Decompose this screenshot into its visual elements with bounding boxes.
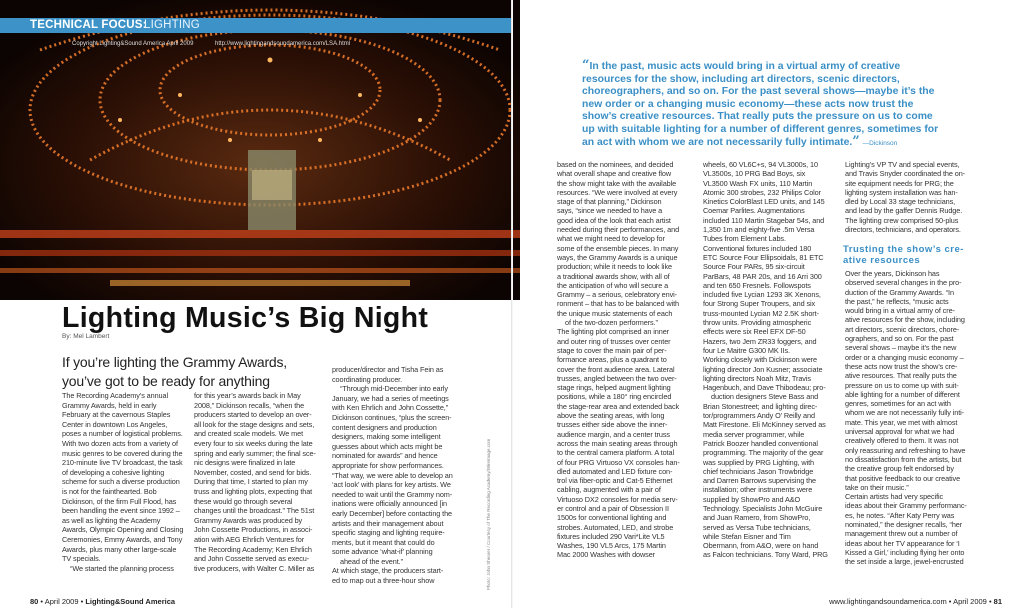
body-text-line: ments, but it meant that could do	[332, 537, 435, 547]
body-text-line: ways, the Grammy Awards is a unique	[557, 252, 678, 262]
body-text-line: the stage-rear area and extended back	[557, 401, 680, 411]
pull-quote-line: choreographers, and so on. For the past several shows—maybe it’s the	[582, 86, 935, 97]
body-text-line: Working closely with Dickinson were	[703, 355, 817, 365]
body-text-line: the creative group felt endorsed by	[845, 464, 954, 474]
body-text-line: The lighting plot comprised an inner	[557, 327, 669, 337]
body-text-line: stage rings, helped augment lighting	[557, 383, 671, 393]
body-text-line: several shows – maybe it’s the new	[845, 343, 957, 353]
body-text-line: ographers, and so on. For the past	[845, 334, 954, 344]
body-text-line: the show might take with the available	[557, 178, 677, 188]
body-text-line: music genres to be covered during the	[62, 448, 183, 458]
body-text-line: and lead by the gaffer Dennis Rudge.	[845, 206, 963, 216]
body-text-line: Obermann, from A&O, were on hand	[703, 541, 819, 551]
body-text-line: production; while it needs to look like	[557, 262, 672, 272]
article-title: Lighting Music’s Big Night	[62, 302, 429, 334]
body-text-line: Over the years, Dickinson has	[845, 269, 940, 278]
body-column-5	[703, 160, 828, 560]
body-text-line: 2008,” Dickinson recalls, “when the	[194, 400, 305, 410]
body-text-line: four Le Maitre G300 MK IIs.	[703, 345, 790, 355]
body-text-line: specific staging and lighting require-	[332, 528, 445, 538]
pull-quote-attribution: —Dickinson	[862, 140, 898, 147]
body-text-line: February at the cavernous Staples	[62, 410, 171, 420]
byline: By: Mel Lambert	[62, 333, 110, 340]
body-text-line: Technology. Specialists John McGuire	[703, 503, 823, 513]
body-text-line: four Strong Super Troupers, and six	[703, 299, 816, 309]
section-banner	[0, 18, 512, 33]
footer-left: 80 • April 2009 • Lighting&Sound America	[30, 597, 176, 606]
body-text-line: able lighting for a number of different	[845, 389, 960, 399]
body-text-line: At which stage, the producers start-	[332, 566, 444, 576]
body-text-line: ative resources for the show, including	[845, 315, 965, 325]
body-text-line: some of the ensemble pieces. In many	[557, 243, 679, 253]
body-text-line: good idea of the look that each artist	[557, 215, 671, 225]
body-text-line: of four PRG Virtuoso VX consoles han-	[557, 457, 680, 467]
body-text-line: genres, sometimes for an act with	[845, 399, 951, 409]
pull-quote-line: “In the past, music acts would bring in a virtual army of creative	[582, 58, 901, 73]
body-text-line: inations were officially announced [in	[332, 499, 447, 509]
body-text-line: trol via fiber-optic and Cat-5 Ethernet	[557, 476, 673, 486]
body-text-line: changes until the broadcast.” The 51st	[194, 506, 315, 516]
photo-credit: Photo: John Shearer / Courtesy of The Recording Academy/WireImage.com	[486, 438, 491, 590]
body-column-6b	[845, 269, 967, 567]
body-text-line: ed to map out a three-hour show	[332, 576, 435, 586]
body-text-line: pressure on us to come up with suit-	[845, 380, 959, 390]
body-text-line: included five Lycian 1293 3K Xenons,	[703, 290, 821, 300]
body-text-line: duction of the Grammy Awards. “In	[845, 287, 954, 297]
footer-date: April 2009	[44, 597, 79, 606]
body-text-line: included 110 Martin Stagebar 54s, and	[703, 215, 825, 225]
body-text-line: cabling, augmented with a pair of	[557, 485, 661, 495]
body-text-line: VL3500s, 10 PRG Bad Boys, six	[703, 169, 806, 179]
body-text-line: The Recording Academy; Ken Ehrlich	[194, 544, 312, 554]
body-text-line: guesses about which acts might be	[332, 441, 443, 451]
body-column-3	[332, 365, 453, 586]
body-text-line: early December] before contacting the	[332, 508, 453, 518]
page-number: 81	[993, 597, 1002, 606]
body-text-line: During that time, I started to plan my	[194, 477, 308, 487]
body-text-line: ahead of the event.”	[340, 556, 403, 566]
body-text-line: says, “since we needed to have a	[557, 206, 663, 216]
body-text-line: of the two-dozen performers.”	[565, 318, 658, 328]
body-text-line: es, he notes. “After Katy Perry was	[845, 510, 955, 520]
pull-quote-line: new order or a changing music economy—these acts now trust the	[582, 98, 914, 110]
body-text-line: based on the nominees, and decided	[557, 160, 674, 169]
close-quote-icon: ”	[852, 134, 860, 149]
body-text-line: above the seating areas, with long	[557, 411, 665, 421]
body-text-line: Patrick Boozer handled conventional	[703, 438, 818, 448]
body-text-line: ative resources. That really puts the	[845, 371, 957, 381]
footer-date: April 2009	[953, 597, 987, 606]
body-text-line: the set inside a large, jewel-encrusted	[845, 557, 964, 567]
body-text-line: stage to cover the main pair of per-	[557, 345, 667, 355]
body-text-line: take on their music.”	[845, 482, 909, 492]
body-text-line: November, costed, and send for bids.	[194, 467, 312, 477]
body-text-line: and Juan Ramero, from ShowPro,	[703, 513, 811, 523]
body-text-line: across the main seating areas through	[557, 438, 678, 448]
body-text-line: throw units. Providing atmospheric	[703, 318, 812, 328]
body-text-line: ParBars, 48 PAR 20s, and 16 Arri 300	[703, 271, 822, 281]
body-text-line: what we might need to develop for	[557, 234, 665, 244]
pull-quote-line: up with suitable lighting for a number of different genres, sometimes for	[582, 123, 939, 135]
body-text-line: order or a changing music economy –	[845, 352, 964, 362]
body-text-line: Grammy – a serious, celebratory envi-	[557, 290, 677, 300]
body-text-line: Lighting’s VP TV and special events,	[845, 160, 960, 169]
body-text-line: Hazers, two Jem ZR33 foggers, and	[703, 336, 817, 346]
body-text-line: strobes. Automated, LED, and strobe	[557, 522, 674, 532]
body-text-line: Center in downtown Los Angeles,	[62, 419, 168, 429]
body-text-line: installation; other instruments were	[703, 485, 813, 495]
pull-quote-line: an act with whom we are not necessarily fully intimate.” —Dickinson	[582, 134, 898, 149]
body-text-line: Kinetics ColorBlast LED units, and 145	[703, 197, 825, 207]
body-text-line: positions, while a 180° ring encircled	[557, 392, 672, 402]
body-text-line: With two dozen acts from a variety of	[62, 438, 178, 448]
body-text-line: Brian Stonestreet; and lighting direc-	[703, 401, 818, 411]
body-text-line: Virtuoso DX2 consoles for media serv-	[557, 494, 678, 504]
body-text-line: ‘act look’ with plans for key artists. We	[332, 480, 451, 490]
body-text-line: scheme for such a diverse production	[62, 477, 180, 487]
body-text-line: producer/director and Tisha Fein as	[332, 365, 444, 374]
body-text-line: producers started to develop an over-	[194, 410, 312, 420]
body-text-line: VL3500 Wash FX units, 110 Martin	[703, 178, 813, 188]
body-text-line: Awards, Olympic Opening and Closing	[62, 525, 184, 535]
body-text-line: art directors, scenic directors, chore-	[845, 324, 960, 334]
body-text-line: is not for the fainthearted. Bob	[62, 486, 157, 496]
body-text-line: John Cossette Productions, in associ-	[194, 525, 313, 535]
copyright-notice: Copyright Lighting&Sound America April 2009	[72, 41, 194, 47]
body-text-line: Source Four PARs, 95 six-circuit	[703, 262, 805, 272]
source-url: http://www.lightingandsoundamerica.com/LSA.html	[215, 41, 351, 47]
body-text-line: The lighting crew comprised 50-plus	[845, 215, 959, 225]
body-text-line: was supplied by PRG Lighting, with	[703, 457, 814, 467]
body-text-line: all look for the stage designs and sets,	[194, 419, 315, 429]
body-text-line: as Falcon technicians. Tony Ward, PRG	[703, 550, 828, 560]
body-text-line: artists and their management about	[332, 518, 444, 528]
body-text-line: spring and early summer; the final sce-	[194, 448, 316, 458]
body-text-line: these acts now trust the show’s cre-	[845, 361, 958, 371]
body-text-line: for this year’s awards back in May	[194, 391, 301, 400]
body-text-line: a traditional awards show, with all of	[557, 271, 670, 281]
body-text-line: ation with AEG Ehrlich Ventures for	[194, 534, 305, 544]
body-column-1	[62, 391, 183, 573]
body-text-line: dled automated and LED fixture con-	[557, 466, 673, 476]
body-text-line: ronment – that has to be balanced with	[557, 299, 679, 309]
body-text-line: what overall shape and creative flow	[557, 169, 672, 179]
body-text-line: “That way, we were able to develop an	[332, 470, 453, 480]
body-text-line: Hagenbuch, and Dave Thibodeau; pro-	[703, 383, 826, 393]
body-text-line: directors, technicians, and operators.	[845, 225, 961, 235]
body-text-line: tive producers, with Walter C. Miller as	[194, 563, 315, 573]
body-text-line: “Through mid-December into early	[340, 384, 448, 394]
body-text-line: Awards, plus many other large-scale	[62, 544, 177, 554]
body-text-line: appropriate for show performances.	[332, 460, 444, 470]
body-text-line: stage of that planning,” Dickinson	[557, 197, 662, 207]
body-text-line: would bring in a virtual army of cre-	[845, 306, 955, 316]
body-text-line: nominated,” the designer recalls, “her	[845, 520, 963, 530]
body-text-line: Dickinson continues, “plus the screen-	[332, 412, 452, 422]
body-text-line: site equipment needs for PRG; the	[845, 178, 954, 188]
section-label: TECHNICAL FOCUS:	[30, 19, 147, 31]
body-text-line: January, we had a series of meetings	[332, 393, 449, 403]
body-text-line: chief technicians Jason Trowbridge	[703, 466, 814, 476]
body-text-line: 1,350 1m and eighty-five .5m Versa	[703, 225, 815, 235]
body-text-line: and ten 650 Fresnels. Followspots	[703, 280, 811, 290]
body-text-line: needed to wait until the Grammy nom-	[332, 489, 453, 499]
body-text-line: observed several changes in the pro-	[845, 278, 962, 288]
body-text-line: the past,” he reflects, “music acts	[845, 296, 949, 306]
body-text-line: resources. “We were involved at every	[557, 187, 678, 197]
body-text-line: and created scale models. We met	[194, 429, 304, 439]
body-text-line: been handling the event since 1992 –	[62, 506, 180, 516]
body-text-line: Certain artists had very specific	[845, 492, 944, 502]
body-text-line: to the central camera platform. A total	[557, 448, 674, 458]
body-text-line: lighting directors Noah Mitz, Travis	[703, 373, 811, 383]
body-text-line: tor/programmers Andy O’ Reilly and	[703, 411, 815, 421]
body-column-2	[194, 391, 316, 573]
subheading	[843, 244, 964, 266]
deck-line: you’ve got to be ready for anything	[62, 373, 270, 389]
body-text-line: that positive feedback to our creative	[845, 473, 961, 483]
body-text-line: lighting system installation was han-	[845, 187, 958, 197]
section-topic: LIGHTING	[144, 19, 200, 31]
body-text-line: served as Versa Tube technicians,	[703, 522, 811, 532]
body-text-line: every four to six weeks during the late	[194, 438, 313, 448]
body-text-line: trusses, angled between the two over-	[557, 373, 677, 383]
body-text-line: lighting director Jon Kusner; associate	[703, 364, 823, 374]
body-text-line: some advance ‘what-if’ planning	[332, 547, 433, 557]
body-text-line: the unique music statements of each	[557, 308, 673, 318]
body-text-line: ideas about their Grammy performanc-	[845, 501, 967, 511]
body-text-line: as well as lighting the Academy	[62, 515, 161, 525]
body-text-line: formance areas, plus a quadrant to	[557, 355, 667, 365]
body-text-line: and outer ring of trusses over center	[557, 336, 671, 346]
body-text-line: effects were six Reel EFX DF-50	[703, 327, 806, 337]
body-text-line: 1500s for conventional lighting and	[557, 513, 667, 523]
body-column-6a	[845, 160, 965, 234]
body-text-line: cover the front audience area. Lateral	[557, 364, 675, 374]
body-text-line: no dissatisfaction from the artists, but	[845, 454, 962, 464]
subheading-line: Trusting the show’s cre-	[843, 244, 964, 255]
body-text-line: supplied by ShowPro and A&O	[703, 494, 801, 504]
body-text-line: media server programmer, while	[703, 429, 805, 439]
body-text-line: creatively offered to them. It was not	[845, 436, 959, 446]
page-gutter	[511, 0, 513, 608]
body-text-line: Washes, 190 VL5 Arcs, 175 Martin	[557, 541, 666, 551]
article-deck	[62, 353, 287, 391]
body-text-line: and Darren Barrows supervising the	[703, 476, 817, 486]
stage-photo	[0, 0, 520, 300]
body-text-line: truss-mounted Lycian M2 2.5K short-	[703, 308, 819, 318]
body-text-line: the anticipation of who will secure a	[557, 280, 669, 290]
body-text-line: fixtures included 290 Vari*Lite VL5	[557, 531, 665, 541]
pull-quote	[582, 60, 938, 151]
body-text-line: Matt Firestone. Eli McKinney served as	[703, 420, 826, 430]
body-text-line: Atomic 300 strobes, 232 Philips Color	[703, 187, 821, 197]
body-column-4	[557, 160, 680, 560]
body-text-line: ideas about her TV appearance for ‘I	[845, 538, 960, 548]
body-text-line: Grammy Awards was produced by	[194, 515, 303, 525]
body-text-line: with Ken Ehrlich and John Cossette,”	[332, 403, 449, 413]
body-text-line: these would go through several	[194, 496, 293, 506]
body-text-line: management threw out a number of	[845, 529, 958, 539]
open-quote-icon: “	[582, 58, 590, 73]
body-text-line: Kissed a Girl,’ including flying her onto	[845, 547, 965, 557]
body-text-line: coordinating producer.	[332, 374, 403, 384]
body-text-line: Grammy Awards, held in early	[62, 400, 157, 410]
body-text-line: universal approval for what we had	[845, 427, 955, 437]
body-text-line: while Stefan Eisner and Tim	[703, 531, 791, 541]
body-text-line: Tubes from Element Labs.	[703, 234, 786, 244]
body-text-line: Dickinson, of the firm Full Flood, has	[62, 496, 177, 506]
body-text-line: content designers and production	[332, 422, 437, 432]
body-text-line: Conventional fixtures included 180	[703, 243, 812, 253]
pull-quote-line: show’s creative resources. That really puts the pressure on us to come	[582, 111, 933, 122]
body-text-line: “We started the planning process	[70, 563, 174, 573]
body-text-line: designers, making some intelligent	[332, 432, 441, 442]
body-text-line: The Recording Academy’s annual	[62, 391, 168, 400]
body-text-line: dled by Local 33 stage technicians,	[845, 197, 956, 207]
magazine-name: Lighting&Sound America	[85, 597, 176, 606]
footer-right: www.lightingandsoundamerica.com • April 2009 • 81	[829, 597, 1002, 606]
pull-quote-line: resources for the show, including art directors, scenic directors,	[582, 73, 900, 85]
body-text-line: whom we are not necessarily fully inti-	[845, 408, 964, 418]
body-text-line: only reassuring and refreshing to have	[845, 445, 966, 455]
body-text-line: and Travis Snyder coordinated the on-	[845, 169, 966, 179]
body-text-line: nominated for awards” and hence	[332, 451, 438, 461]
body-text-line: audience margin, and a center truss	[557, 429, 670, 439]
body-text-line: wheels, 60 VL6C+s, 94 VL3000s, 10	[703, 160, 818, 169]
body-text-line: poses a number of logistical problems.	[62, 429, 183, 439]
deck-line: If you’re lighting the Grammy Awards,	[62, 354, 287, 370]
body-text-line: duction designers Steve Bass and	[711, 392, 819, 402]
body-text-line: trusses either side above the inner-	[557, 420, 668, 430]
body-text-line: programming. The majority of the gear	[703, 448, 824, 458]
body-text-line: truss and lighting plots, expecting that	[194, 486, 313, 496]
footer-url[interactable]: www.lightingandsoundamerica.com	[829, 597, 947, 606]
body-text-line: mate. This year, we met with almost	[845, 417, 958, 427]
body-text-line: of developing a cohesive lighting	[62, 467, 165, 477]
body-text-line: ETC Source Four Ellipsoidals, 81 ETC	[703, 252, 824, 262]
body-text-line: Ceremonies, Emmy Awards, and Tony	[62, 534, 183, 544]
body-text-line: Coemar Parlites. Augmentations	[703, 206, 805, 216]
body-text-line: 210-minute live TV broadcast, the task	[62, 458, 183, 468]
body-text-line: Mac 2000 Washes with dowser	[557, 550, 656, 560]
body-text-line: er control and a pair of Obsession II	[557, 503, 669, 513]
body-text-line: nic designs were finalized in late	[194, 458, 296, 468]
page-number: 80	[30, 597, 39, 606]
body-text-line: needed during their performances, and	[557, 225, 680, 235]
body-text-line: and John Cossette served as execu-	[194, 554, 310, 564]
body-text-line: TV specials.	[62, 554, 101, 564]
subheading-line: ative resources	[843, 255, 921, 266]
